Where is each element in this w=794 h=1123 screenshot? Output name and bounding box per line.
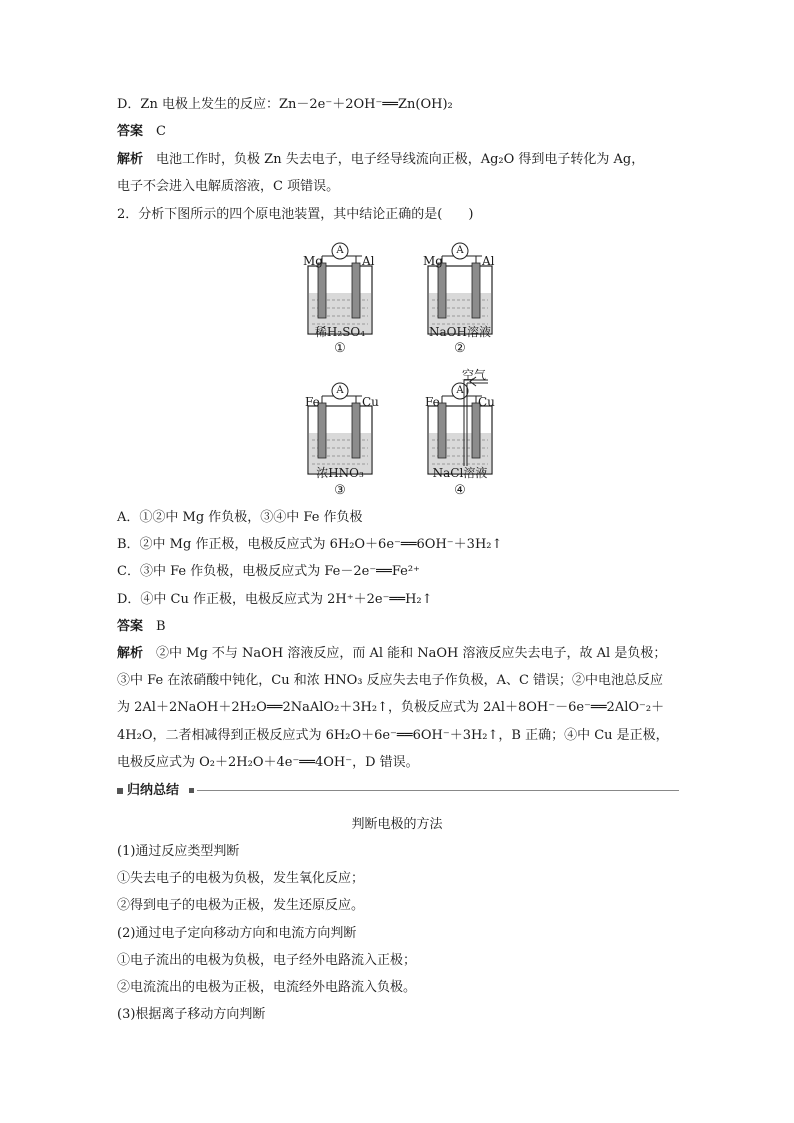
analysis-line: 4H₂O，二者相减得到正极反应式为 6H₂O＋6e⁻══6OH⁻＋3H₂↑，B 正确；④中 Cu 是正极， — [117, 728, 669, 743]
electrode-right — [472, 263, 480, 318]
electrode-left — [438, 263, 446, 318]
analysis-line: 为 2Al＋2NaOH＋2H₂O══2NaAlO₂＋3H₂↑，负极反应式为 2Al＋8OH⁻－6e⁻══2AlO⁻₂＋ — [117, 700, 665, 715]
cell-number: ④ — [454, 483, 466, 498]
electrode-left — [318, 263, 326, 318]
solution-label: NaCl溶液 — [432, 466, 488, 480]
summary-header — [117, 781, 679, 801]
electrode-right-label: Al — [362, 254, 375, 268]
electrode-right — [352, 263, 360, 318]
analysis-text: 电池工作时，负极 Zn 失去电子，电子经导线流向正极，Ag₂O 得到电子转化为 Ag， — [156, 152, 645, 167]
electrode-left — [318, 403, 326, 458]
electrode-right-label: Cu — [478, 395, 495, 409]
option-b: B．②中 Mg 作正极，电极反应式为 6H₂O＋6e⁻══6OH⁻＋3H₂↑ — [117, 537, 503, 552]
analysis-line: ②中 Mg 不与 NaOH 溶液反应，而 Al 能和 NaOH 溶液反应失去电子，故 Al 是负极； — [156, 646, 667, 661]
analysis-line2-prev: 电子不会进入电解质溶液，C 项错误。 — [117, 179, 340, 194]
analysis-label: 解析 — [117, 646, 144, 661]
analysis-label: 解析 — [117, 152, 144, 167]
bullet-icon — [117, 788, 123, 794]
summary-item: ②电流流出的电极为正极，电流经外电路流入负极。 — [117, 980, 417, 995]
summary-item: (2)通过电子定向移动方向和电流方向判断 — [117, 926, 357, 941]
electrode-right-label: Cu — [362, 395, 379, 409]
solution-label: 稀H₂SO₄ — [314, 325, 366, 339]
ammeter-label: A — [336, 245, 344, 256]
answer-label: 答案 — [117, 124, 144, 139]
analysis-line: 电极反应式为 O₂＋2H₂O＋4e⁻══4OH⁻，D 错误。 — [117, 755, 419, 770]
electrode-right-label: Al — [482, 254, 495, 268]
analysis-line: ③中 Fe 在浓硝酸中钝化，Cu 和浓 HNO₃ 反应失去电子作负极，A、C 错误；②中电池总反应 — [117, 673, 664, 688]
cell-number: ③ — [334, 483, 346, 498]
option-d-formula: Zn－2e⁻＋2OH⁻══Zn(OH)₂ — [278, 97, 453, 112]
answer-value: C — [156, 124, 166, 139]
analysis-row — [117, 644, 666, 664]
question-stem: 2．分析下图所示的四个原电池装置，其中结论正确的是( ) — [117, 207, 474, 222]
option-c: C．③中 Fe 作负极，电极反应式为 Fe－2e⁻══Fe²⁺ — [117, 564, 420, 579]
ammeter-label: A — [456, 245, 464, 256]
electrode-left-label: Mg — [423, 254, 443, 268]
bullet-icon — [189, 788, 194, 793]
ammeter-label: A — [336, 385, 344, 396]
electrode-left-label: Mg — [303, 254, 323, 268]
summary-title: 判断电极的方法 — [351, 817, 443, 832]
divider — [197, 790, 679, 791]
ammeter-label: A — [456, 385, 464, 396]
cell-number: ② — [454, 341, 466, 356]
summary-item: ②得到电子的电极为正极，发生还原反应。 — [117, 898, 365, 913]
cell-number: ① — [334, 341, 346, 356]
answer-label: 答案 — [117, 619, 144, 634]
answer-row-prev — [117, 122, 166, 142]
analysis-row-prev — [117, 150, 644, 170]
summary-item: ①失去电子的电极为负极，发生氧化反应； — [117, 871, 365, 886]
summary-item: (1)通过反应类型判断 — [117, 844, 240, 859]
summary-header-label: 归纳总结 — [127, 783, 180, 798]
summary-item: (3)根据离子移动方向判断 — [117, 1007, 266, 1022]
option-d: D．④中 Cu 作正极，电极反应式为 2H⁺＋2e⁻══H₂↑ — [117, 592, 433, 607]
summary-item: ①电子流出的电极为负极，电子经外电路流入正极； — [117, 953, 417, 968]
option-d-prev — [117, 95, 453, 115]
solution-label: 浓HNO₃ — [316, 466, 364, 480]
air-label: 空气 — [462, 368, 487, 382]
option-a: A．①②中 Mg 作负极，③④中 Fe 作负极 — [117, 510, 363, 525]
electrode-left — [438, 403, 446, 458]
electrode-right — [352, 403, 360, 458]
electrode-left-label: Fe — [425, 395, 440, 409]
answer-value: B — [156, 619, 166, 634]
electrode-left-label: Fe — [305, 395, 320, 409]
option-d-text: D．Zn 电极上发生的反应： — [117, 97, 279, 112]
electrode-right — [472, 403, 480, 458]
answer-row — [117, 617, 166, 637]
solution-label: NaOH溶液 — [429, 325, 491, 339]
